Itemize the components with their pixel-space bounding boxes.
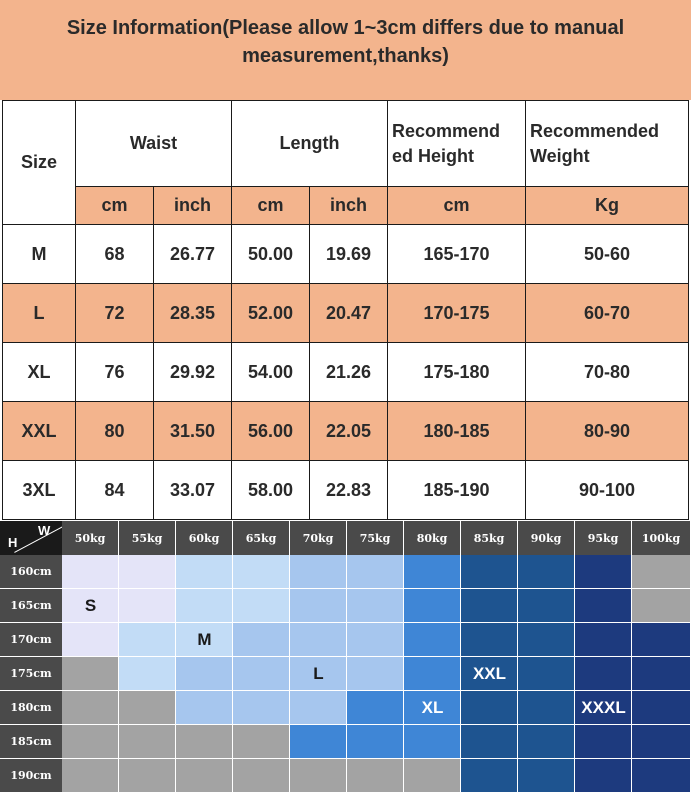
grid-cell: [62, 657, 119, 691]
header-weight-line-1: Recommended: [530, 120, 660, 141]
grid-cell: [119, 589, 176, 623]
grid-cell: [176, 725, 233, 759]
grid-cell: [233, 759, 290, 793]
grid-cell: [632, 725, 691, 759]
cell-height: 165-170: [388, 225, 526, 284]
grid-cell: [461, 691, 518, 725]
table-row: [3, 284, 689, 343]
cell-waist-cm: 68: [76, 225, 154, 284]
grid-cell: [404, 759, 461, 793]
grid-cell: [233, 555, 290, 589]
grid-cell: [404, 555, 461, 589]
grid-cell: [632, 691, 691, 725]
cell-waist-cm: 80: [76, 402, 154, 461]
weight-header: 65kg: [233, 521, 290, 555]
cell-size: 3XL: [3, 461, 76, 520]
grid-cell: [347, 691, 404, 725]
grid-cell: [119, 657, 176, 691]
cell-weight: 60-70: [526, 284, 689, 343]
unit-waist-inch: inch: [154, 187, 232, 225]
unit-weight-kg: Kg: [526, 187, 689, 225]
header-weight-line-2: Weight: [530, 145, 590, 166]
cell-weight: 50-60: [526, 225, 689, 284]
grid-cell: [518, 725, 575, 759]
cell-waist-cm: 72: [76, 284, 154, 343]
table-row: [3, 461, 689, 520]
grid-cell: [62, 725, 119, 759]
cell-length-cm: 58.00: [232, 461, 310, 520]
header-waist: Waist: [76, 101, 232, 187]
cell-weight: 70-80: [526, 343, 689, 402]
grid-cell: [290, 623, 347, 657]
weight-header: 55kg: [119, 521, 176, 555]
grid-corner: [0, 521, 62, 555]
grid-cell: [347, 555, 404, 589]
cell-height: 170-175: [388, 284, 526, 343]
size-zone-label: XXL: [472, 664, 507, 683]
height-header: 170cm: [0, 623, 62, 657]
cell-waist-inch: 26.77: [154, 225, 232, 284]
grid-cell: [518, 691, 575, 725]
grid-cell: [176, 759, 233, 793]
grid-cell: [518, 657, 575, 691]
weight-header: 100kg: [632, 521, 691, 555]
unit-length-inch: inch: [310, 187, 388, 225]
weight-header: 85kg: [461, 521, 518, 555]
grid-cell: [347, 589, 404, 623]
grid-cell: [575, 657, 632, 691]
grid-cell: [233, 589, 290, 623]
grid-cell: [575, 589, 632, 623]
banner-line-2: measurement,thanks): [242, 45, 449, 67]
grid-cell: [176, 691, 233, 725]
grid-cell: [461, 589, 518, 623]
grid-cell: [119, 725, 176, 759]
grid-cell: [575, 759, 632, 793]
grid-cell: [62, 555, 119, 589]
cell-height: 180-185: [388, 402, 526, 461]
header-recommended-height: [388, 101, 526, 187]
cell-length-inch: 20.47: [310, 284, 388, 343]
weight-header: 80kg: [404, 521, 461, 555]
unit-length-cm: cm: [232, 187, 310, 225]
cell-length-cm: 54.00: [232, 343, 310, 402]
grid-cell: [62, 691, 119, 725]
grid-cell: [518, 623, 575, 657]
cell-waist-cm: 76: [76, 343, 154, 402]
grid-cell: [176, 555, 233, 589]
weight-header: 60kg: [176, 521, 233, 555]
cell-height: 185-190: [388, 461, 526, 520]
grid-cell: [575, 725, 632, 759]
grid-cell: [461, 759, 518, 793]
height-header: 175cm: [0, 657, 62, 691]
grid-cell: [347, 623, 404, 657]
grid-cell: [632, 759, 691, 793]
corner-height-label: H: [8, 535, 18, 550]
cell-size: XL: [3, 343, 76, 402]
weight-header: 75kg: [347, 521, 404, 555]
size-info-banner: [0, 0, 691, 100]
grid-cell: [518, 589, 575, 623]
cell-size: XXL: [3, 402, 76, 461]
banner-line-1: Size Information(Please allow 1~3cm differs due to manual: [66, 17, 625, 39]
cell-size: L: [3, 284, 76, 343]
cell-weight: 80-90: [526, 402, 689, 461]
height-header: 180cm: [0, 691, 62, 725]
header-height-line-2: ed Height: [392, 145, 475, 166]
grid-cell: [461, 725, 518, 759]
size-zone-label: XL: [421, 698, 444, 717]
grid-cell: [575, 555, 632, 589]
size-zone-label: XXXL: [581, 698, 626, 717]
height-header: 160cm: [0, 555, 62, 589]
grid-cell: [119, 623, 176, 657]
header-recommended-weight: [526, 101, 689, 187]
grid-cell: [290, 691, 347, 725]
grid-cell: [290, 725, 347, 759]
grid-cell: [632, 657, 691, 691]
grid-cell: [290, 589, 347, 623]
grid-cell: [233, 657, 290, 691]
grid-cell: [347, 759, 404, 793]
grid-cell: [290, 555, 347, 589]
unit-waist-cm: cm: [76, 187, 154, 225]
grid-cell: [233, 691, 290, 725]
grid-cell: [632, 589, 691, 623]
grid-cell: [119, 555, 176, 589]
grid-cell: [404, 623, 461, 657]
header-length: Length: [232, 101, 388, 187]
cell-waist-cm: 84: [76, 461, 154, 520]
weight-header: 90kg: [518, 521, 575, 555]
table-row: [3, 225, 689, 284]
header-size: Size: [3, 101, 76, 225]
grid-cell: [461, 623, 518, 657]
header-height-line-1: Recommend: [392, 120, 501, 141]
size-zone-label: S: [84, 596, 97, 615]
weight-header: 70kg: [290, 521, 347, 555]
corner-weight-label: W: [38, 523, 51, 538]
cell-waist-inch: 29.92: [154, 343, 232, 402]
height-header: 165cm: [0, 589, 62, 623]
cell-waist-inch: 33.07: [154, 461, 232, 520]
cell-length-cm: 50.00: [232, 225, 310, 284]
grid-cell: [575, 623, 632, 657]
grid-cell: [347, 657, 404, 691]
cell-length-inch: 22.83: [310, 461, 388, 520]
cell-length-cm: 52.00: [232, 284, 310, 343]
grid-cell: [404, 589, 461, 623]
cell-waist-inch: 31.50: [154, 402, 232, 461]
cell-height: 175-180: [388, 343, 526, 402]
height-weight-size-grid: [0, 521, 691, 794]
grid-cell: [233, 725, 290, 759]
grid-cell: [404, 657, 461, 691]
grid-cell: [518, 759, 575, 793]
cell-length-inch: 22.05: [310, 402, 388, 461]
grid-cell: [632, 623, 691, 657]
cell-waist-inch: 28.35: [154, 284, 232, 343]
height-header: 185cm: [0, 725, 62, 759]
size-table: [2, 100, 689, 520]
grid-cell: [176, 589, 233, 623]
cell-size: M: [3, 225, 76, 284]
cell-length-inch: 19.69: [310, 225, 388, 284]
unit-height-cm: cm: [388, 187, 526, 225]
weight-header: 95kg: [575, 521, 632, 555]
table-row: [3, 343, 689, 402]
grid-cell: [233, 623, 290, 657]
grid-cell: [290, 759, 347, 793]
size-zone-label: L: [313, 664, 324, 683]
table-row: [3, 402, 689, 461]
grid-cell: [347, 725, 404, 759]
cell-length-inch: 21.26: [310, 343, 388, 402]
size-zone-label: M: [197, 630, 212, 649]
grid-cell: [62, 759, 119, 793]
grid-cell: [518, 555, 575, 589]
grid-cell: [461, 555, 518, 589]
banner-title: [0, 14, 691, 70]
grid-cell: [62, 623, 119, 657]
grid-cell: [176, 657, 233, 691]
grid-cell: [632, 555, 691, 589]
grid-cell: [119, 759, 176, 793]
cell-length-cm: 56.00: [232, 402, 310, 461]
height-header: 190cm: [0, 759, 62, 793]
weight-header: 50kg: [62, 521, 119, 555]
grid-cell: [404, 725, 461, 759]
cell-weight: 90-100: [526, 461, 689, 520]
grid-cell: [119, 691, 176, 725]
